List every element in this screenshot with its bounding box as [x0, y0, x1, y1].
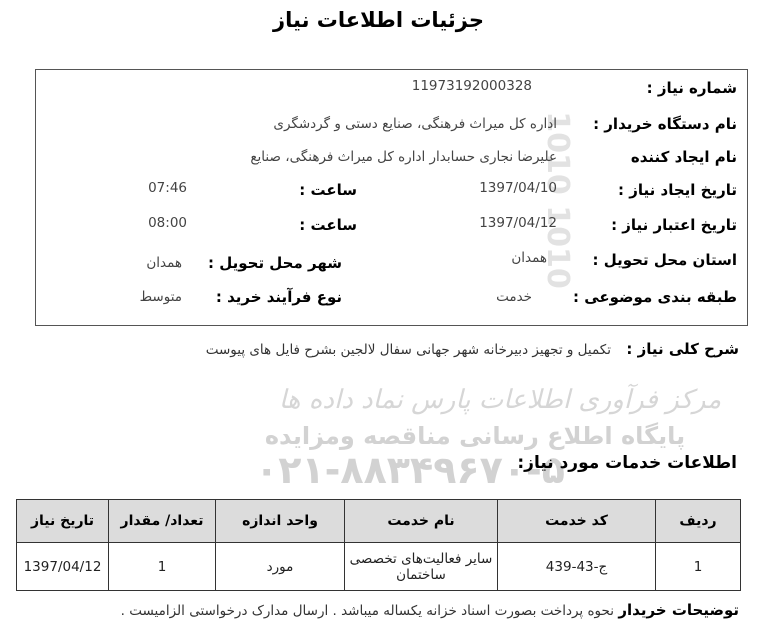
header-quantity: تعداد/ مقدار [109, 500, 216, 543]
category-label: طبقه بندی موضوعی : [573, 288, 737, 306]
buyer-notes-label: توضیحات خریدار [618, 601, 739, 619]
need-info-box [35, 69, 748, 326]
watermark-side-digits: 1010 1010 [540, 111, 575, 289]
buyer-org: اداره کل میراث فرهنگی، صنایع دستی و گردشگری [273, 116, 557, 132]
created-time: 07:46 [148, 180, 187, 196]
need-number: 11973192000328 [411, 78, 532, 94]
valid-time-label: ساعت : [299, 216, 357, 234]
province-label: استان محل تحویل : [592, 251, 737, 269]
buyer-org-label: نام دستگاه خریدار : [593, 115, 737, 133]
header-service-name: نام خدمت [345, 500, 498, 543]
watermark-line1: مرکز فرآوری اطلاعات پارس نماد داده ها [278, 385, 722, 415]
created-time-label: ساعت : [299, 181, 357, 199]
category: خدمت [496, 289, 532, 305]
valid-date: 1397/04/12 [479, 215, 557, 231]
cell-service-name: سایر فعالیت‌های تخصصی ساختمان [345, 543, 498, 591]
created-date-label: تاریخ ایجاد نیاز : [618, 181, 737, 199]
header-service-code: کد خدمت [498, 500, 656, 543]
need-number-label: شماره نیاز : [646, 79, 737, 97]
buyer-notes-text: نحوه پرداخت بصورت اسناد خزانه یکساله میباشد . ارسال مدارک درخواستی الزامیست . [120, 603, 614, 619]
services-table [16, 499, 741, 591]
header-row-number: ردیف [656, 500, 741, 543]
created-date: 1397/04/10 [479, 180, 557, 196]
cell-quantity: 1 [109, 543, 216, 591]
table-row [17, 543, 741, 591]
cell-unit: مورد [216, 543, 345, 591]
watermark-line2: پایگاه اطلاع رسانی مناقصه ومزایده [264, 422, 686, 450]
watermark-phone: ۰۲۱-۸۸۳۴۹۶۷۰-۵ [255, 448, 565, 492]
table-header-row [17, 500, 741, 543]
page-title: جزئیات اطلاعات نیاز [273, 8, 484, 32]
city-label: شهر محل تحویل : [207, 254, 342, 272]
creator-label: نام ایجاد کننده [630, 148, 737, 166]
summary-text: تکمیل و تجهیز دبیرخانه شهر جهانی سفال لالجین بشرح فایل های پیوست [205, 342, 611, 358]
cell-need-date: 1397/04/12 [17, 543, 109, 591]
cell-service-code: ج-43-439 [498, 543, 656, 591]
valid-time: 08:00 [148, 215, 187, 231]
header-unit: واحد اندازه [216, 500, 345, 543]
header-need-date: تاریخ نیاز [17, 500, 109, 543]
process-label: نوع فرآیند خرید : [215, 288, 342, 306]
services-title: اطلاعات خدمات مورد نیاز: [517, 453, 737, 473]
creator: علیرضا نجاری حسابدار اداره کل میراث فرهنگی، صنایع [250, 149, 557, 165]
valid-date-label: تاریخ اعتبار نیاز : [611, 216, 737, 234]
province: همدان [511, 250, 547, 266]
city: همدان [146, 255, 182, 271]
process: متوسط [139, 289, 182, 305]
cell-row-number: 1 [656, 543, 741, 591]
summary-label: شرح کلی نیاز : [626, 340, 739, 358]
